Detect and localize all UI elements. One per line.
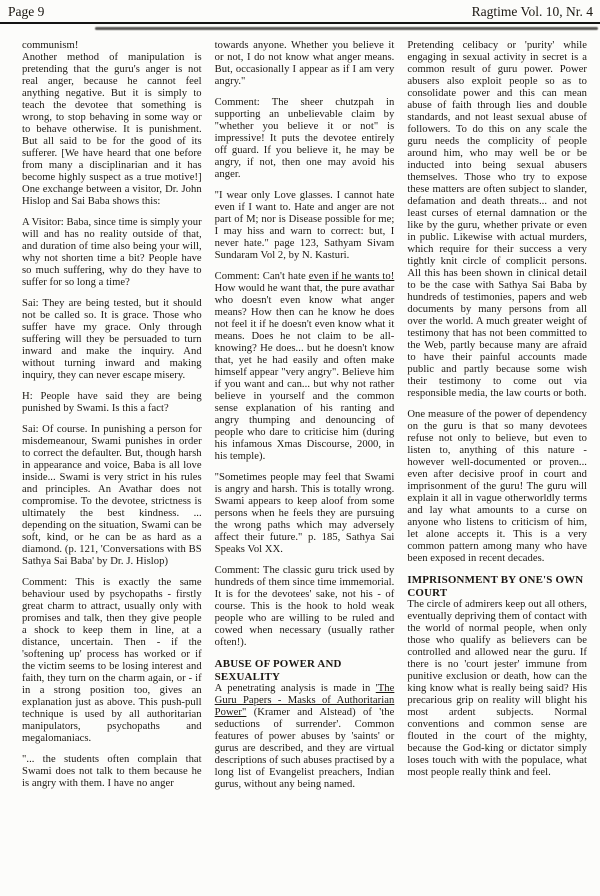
text-run: Comment: Can't hate bbox=[214, 271, 309, 282]
text-run: "Sometimes people may feel that Swami is angry and harsh. This is totally wrong. Swami appears to keep aloof from some persons when he feels they are pursuing the wrong paths which may adversely affect their future." p. 185, Sathya Sai Speaks Vol XX. bbox=[214, 472, 395, 555]
text-run: How would he want that, the pure avathar who doesn't even know what anger means? How then can he know he does not feel it if he doesn't even know what it means. Does he not claim to be all-knowing? He does... but he doesn't know that, yet he had easily and often make himself appear "very angry". Believe him if you want and can... but why not rather believe in yourself and the common sense explanation of his ranting and angry thumping and denouncing of people who dare to criticise him (during his infamous Xmas Discourse, 2000, in his temple). bbox=[214, 283, 395, 462]
header-rule bbox=[95, 27, 598, 30]
paragraph bbox=[22, 754, 202, 790]
paragraph bbox=[215, 472, 395, 556]
issue-title-label: Ragtime Vol. 10, Nr. 4 bbox=[471, 4, 593, 19]
text-run: "... the students often complain that Swami does not talk to them because he is angry with them. I have no anger bbox=[22, 754, 202, 789]
paragraph bbox=[215, 565, 395, 649]
text-run: Comment: The classic guru trick used by hundreds of them since time immemorial. It is for the devotees' sake, not his - of course. This is the hook to hold weak people who are willing to be ruled and cowed when necessary (usually rather often!). bbox=[214, 565, 395, 648]
underlined-text: 'The Guru Papers - Masks of Authoritarian Power" bbox=[214, 683, 395, 718]
paragraph bbox=[22, 391, 202, 415]
text-run: A penetrating analysis is made in bbox=[214, 683, 376, 694]
section-heading bbox=[215, 658, 395, 683]
paragraph bbox=[22, 52, 202, 208]
paragraph bbox=[215, 40, 395, 88]
section-heading bbox=[407, 574, 587, 599]
text-column bbox=[215, 40, 395, 791]
text-run: Sai: They are being tested, but it should not be called so. It is grace. Those who suffer have my grace. Only through suffering will they be persuaded to turn inward and make the inquiry. And without turning inward and making inquiry, they can never escape misery. bbox=[22, 298, 202, 381]
text-run: Another method of manipulation is pretending that the guru's anger is not real anger, because he cannot feel anything negative. But it is simply to teach the devotee that something is wrong, to stop behaving in some way or to behave otherwise. It is punishment. But all said to be for the good of its sufferer. [We have heard that one before from many a disciplinarian and it has become highly suspect as a true motive!] One exchange between a visitor, Dr. John Hislop and Sai Baba shows this: bbox=[22, 52, 202, 207]
underlined-text: even if he wants to! bbox=[308, 271, 395, 282]
text-run: (Kramer and Alstead) of 'the seductions of surrender'. Common features of power abuses by 'saints' or gurus are described, and they are virtual descriptions of such abuses practised by a long list of Evangelist preachers, Indian gurus, without any being named. bbox=[214, 707, 395, 790]
text-column bbox=[407, 40, 587, 791]
paragraph bbox=[22, 424, 202, 568]
text-run: towards anyone. Whether you believe it or not, I do not know what anger means. But, occasionally I appear as if I am very angry." bbox=[214, 40, 395, 87]
paragraph bbox=[215, 271, 395, 463]
text-run: ABUSE OF POWER AND SEXUALITY bbox=[214, 658, 342, 683]
page-number-label: Page 9 bbox=[8, 4, 45, 19]
text-run: IMPRISONMENT BY ONE'S OWN COURT bbox=[407, 574, 584, 599]
text-run: Pretending celibacy or 'purity' while engaging in sexual activity in secret is a common result of guru power. Power abusers also exploit people so as to consolidate power and this can mean abuse of faith through lies and double standards, and not least sexual abuse of followers. To do this on any scale the guru needs the complicity of people around him, who may well be or be inducted into being sexual abusers themselves. Those who try to expose these matters are often subject to slander, defamation and death threats... and not least curses of eternal damnation or the like by the guru, whether private or even in public. Likewise with actual murders, which require for their success a very tightly knit circle of complicit persons. All this has been shown in clinical detail to be the case with Sathya Sai Baba by hundreds of testimonies, papers and web documents by many persons from all over the world. A much greater weight of testimony that has not been committed to the Web, partly because many are afraid to have their painful accounts made public and partly because some wish their testimony to come out via responsible media, the law courts or both. bbox=[407, 40, 588, 399]
text-run: Sai: Of course. In punishing a person for misdemeanour, Swami punishes in order to correct the defaulter. But, though harsh in appearance and voice, Baba is all love inside... Swami is very strict in his rules and principles. An Avathar does not compromise. To the devotee, strictness is ultimately the best kindness. ... depending on the situation, Swami can be soft, kind, or he can be as hard as a diamond. (p. 121, 'Conversations with BS Sathya Sai Baba' by Dr. J. Hislop) bbox=[22, 424, 202, 567]
paragraph bbox=[22, 577, 202, 745]
text-run: A Visitor: Baba, since time is simply your will and has no reality outside of that, and duration of time also being your will, why not shorten time a bit? People have so much suffering, why do they have to suffer for so long a time? bbox=[22, 217, 202, 288]
text-column bbox=[22, 40, 202, 791]
paragraph bbox=[407, 40, 587, 400]
paragraph bbox=[22, 40, 202, 52]
text-run: "I wear only Love glasses. I cannot hate even if I want to. Hate and anger are not part of M; nor is Disease possible for me; I may hiss and warn to correct: but, I never hate." page 123, Sathyam Sivam Sundaram Vol 2, by N. Kasturi. bbox=[214, 190, 395, 261]
paragraph bbox=[22, 217, 202, 289]
paragraph bbox=[407, 599, 587, 779]
paragraph bbox=[407, 409, 587, 565]
columns bbox=[0, 30, 600, 791]
text-run: Comment: The sheer chutzpah in supporting an unbelievable claim by "whether you believe it or not" is impressive! It puts the devotee entirely off guard. If you believe it, he may be angry, if not, then one may avoid his anger. bbox=[214, 97, 395, 180]
text-run: Comment: This is exactly the same behaviour used by psychopaths - firstly great charm to attract, usually only with promises and talk, then they give people a shock to keep them in line, at a distance, uncertain. Then - if the 'softening up' process has worked or if the victim seems to be losing interest and faith, they turn on the charm again, or - if in a strong position too, gives an explanation just as above. This push-pull technique is used by all authoritarian manipulators, psychopaths and megalomaniacs. bbox=[22, 577, 202, 744]
paragraph bbox=[215, 190, 395, 262]
text-run: The circle of admirers keep out all others, eventually depriving them of contact with the world of normal people, when only those who qualify as believers can be controlled and allowed near the guru. If there is no 'court jester' immune from punitive exclusion or death, how can the king know what is really being said? His precarious grip on reality will blight his most ardent subjects. Normal conventions and common sense are flouted in the court of the mighty, because the God-king or dictator simply loses touch with with the populace, what most people really think and feel. bbox=[407, 599, 588, 778]
paragraph bbox=[215, 683, 395, 791]
text-run: One measure of the power of dependency on the guru is that so many devotees refuse not only to believe, but even to listen to, anything of this nature - however well-documented or proven... even after decisive proof in court and imprisonment of the guru! The guru will explain it all in vague otherworldly terms and lay what amounts to a curse on anyone who listens to criticism of him, let alone accepts it. This is a very common pattern among many who have been exposed in recent decades. bbox=[407, 409, 588, 564]
paragraph bbox=[22, 298, 202, 382]
page-header bbox=[0, 0, 600, 24]
text-run: communism! bbox=[22, 40, 79, 51]
paragraph bbox=[215, 97, 395, 181]
text-run: H: People have said they are being punished by Swami. Is this a fact? bbox=[22, 391, 202, 414]
